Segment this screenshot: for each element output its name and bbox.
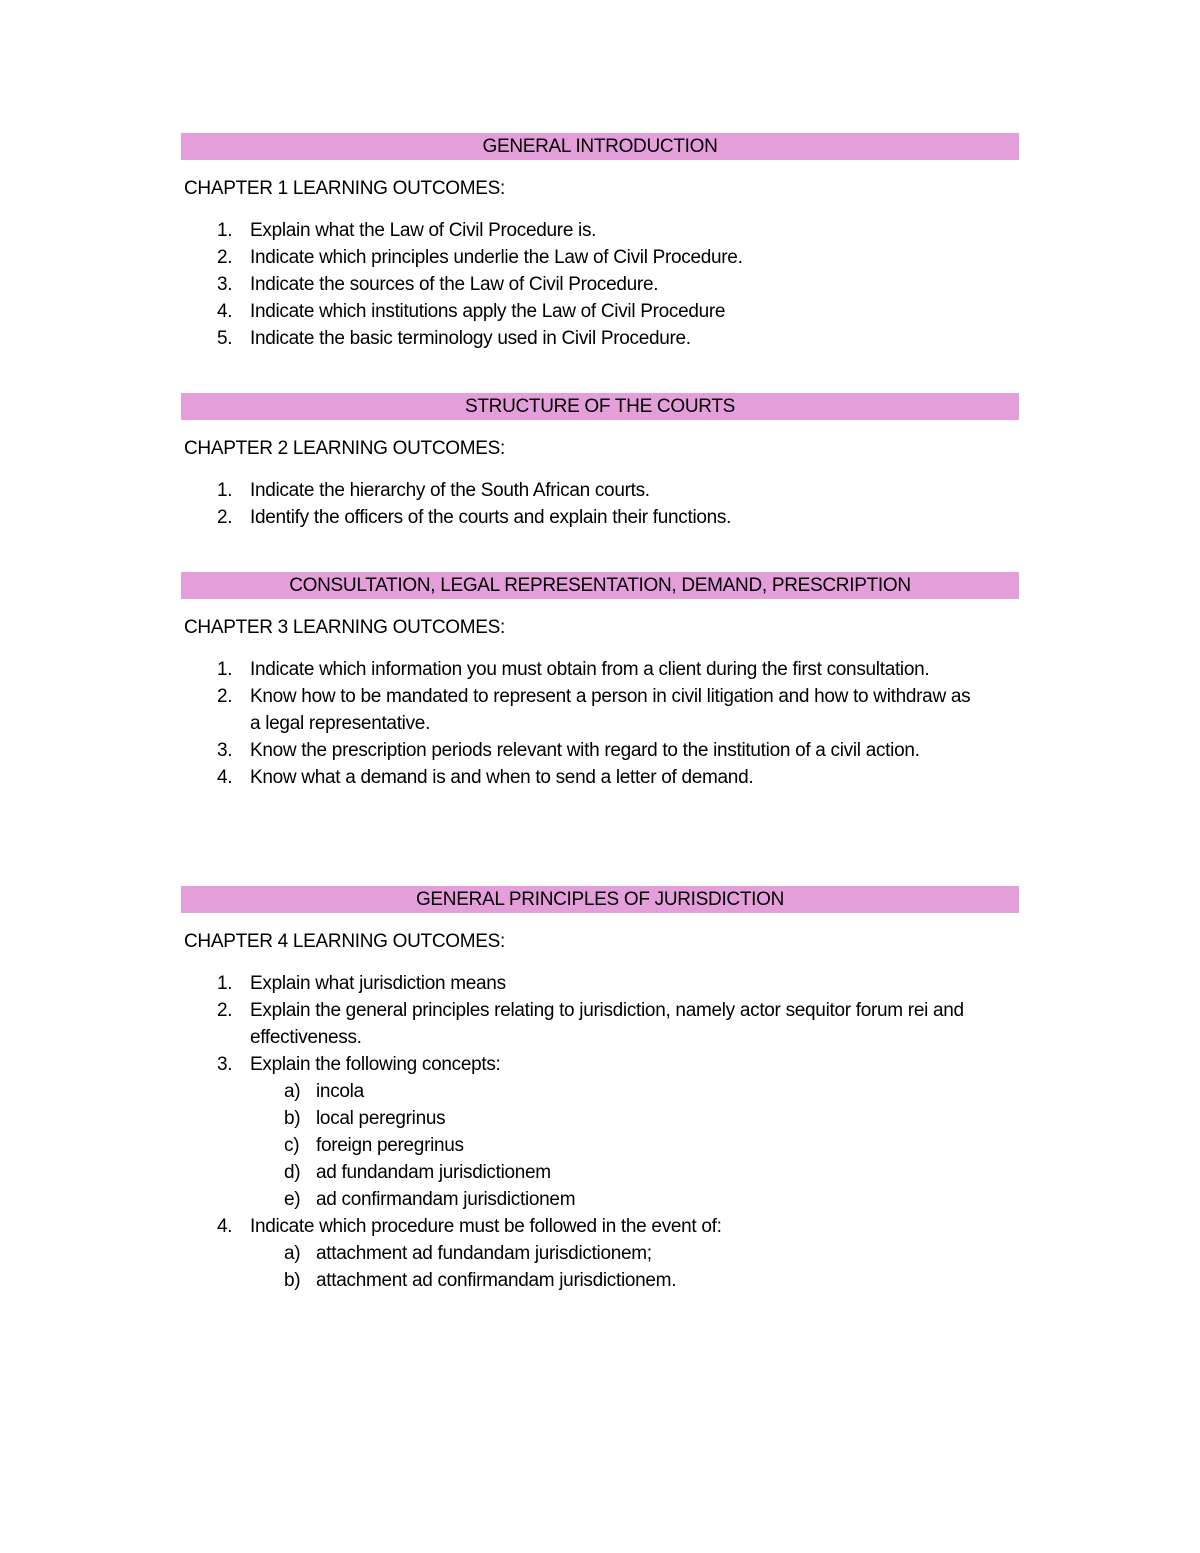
item-number: 1.	[217, 220, 233, 241]
item-number: 3.	[217, 274, 233, 295]
list-item	[0, 1051, 1200, 1213]
list-item	[0, 217, 1200, 244]
sub-list	[250, 1078, 980, 1213]
item-text: Indicate the hierarchy of the South African courts.	[250, 480, 650, 501]
item-text: Explain what jurisdiction means	[250, 973, 506, 994]
section-banner: GENERAL INTRODUCTION	[181, 133, 1019, 160]
sub-list-item	[250, 1078, 980, 1105]
item-text: Indicate the basic terminology used in Civil Procedure.	[250, 328, 691, 349]
sub-list-item	[250, 1132, 980, 1159]
item-text: Explain the following concepts:	[250, 1054, 501, 1075]
item-text: Know the prescription periods relevant with regard to the institution of a civil action.	[250, 740, 920, 761]
item-number: 1.	[217, 973, 233, 994]
item-number: 4.	[217, 767, 233, 788]
sub-item-text: foreign peregrinus	[316, 1135, 464, 1156]
item-number: 3.	[217, 740, 233, 761]
item-text: Indicate which institutions apply the Law of Civil Procedure	[250, 301, 726, 322]
item-number: 4.	[217, 301, 233, 322]
list-item	[0, 325, 1200, 352]
item-text: Explain the general principles relating to jurisdiction, namely actor sequitor forum rei and effectiveness.	[250, 1000, 964, 1048]
item-number: 2.	[217, 507, 233, 528]
sub-list-item	[250, 1186, 980, 1213]
sub-item-letter: a)	[284, 1081, 301, 1102]
list-item	[0, 764, 1200, 791]
sub-list-item	[250, 1159, 980, 1186]
sub-item-text: attachment ad fundandam jurisdictionem;	[316, 1243, 652, 1264]
chapter-heading: CHAPTER 1 LEARNING OUTCOMES:	[184, 178, 505, 199]
sub-item-letter: b)	[284, 1270, 301, 1291]
section-banner: STRUCTURE OF THE COURTS	[181, 393, 1019, 420]
list-item	[0, 970, 1200, 997]
item-text: Identify the officers of the courts and explain their functions.	[250, 507, 732, 528]
sub-list-item	[250, 1105, 980, 1132]
sub-item-text: incola	[316, 1081, 364, 1102]
outcomes-list	[0, 656, 1200, 791]
item-number: 4.	[217, 1216, 233, 1237]
list-item	[0, 298, 1200, 325]
item-number: 1.	[217, 659, 233, 680]
chapter-heading: CHAPTER 2 LEARNING OUTCOMES:	[184, 438, 505, 459]
chapter-heading: CHAPTER 4 LEARNING OUTCOMES:	[184, 931, 505, 952]
sub-list-item	[250, 1240, 980, 1267]
item-text: Indicate which procedure must be followed in the event of:	[250, 1216, 722, 1237]
sub-item-letter: d)	[284, 1162, 301, 1183]
sub-item-text: local peregrinus	[316, 1108, 446, 1129]
chapter-heading: CHAPTER 3 LEARNING OUTCOMES:	[184, 617, 505, 638]
item-number: 2.	[217, 686, 233, 707]
list-item	[0, 737, 1200, 764]
item-number: 3.	[217, 1054, 233, 1075]
item-number: 2.	[217, 1000, 233, 1021]
section-banner: CONSULTATION, LEGAL REPRESENTATION, DEMAND, PRESCRIPTION	[181, 572, 1019, 599]
outcomes-list	[0, 217, 1200, 352]
list-item	[0, 997, 1200, 1051]
list-item	[0, 683, 1200, 737]
item-text: Explain what the Law of Civil Procedure is.	[250, 220, 597, 241]
list-item	[0, 1213, 1200, 1294]
item-text: Know how to be mandated to represent a person in civil litigation and how to withdraw as a legal representative.	[250, 686, 971, 734]
item-number: 2.	[217, 247, 233, 268]
sub-item-letter: c)	[284, 1135, 300, 1156]
sub-item-letter: e)	[284, 1189, 301, 1210]
sub-list	[250, 1240, 980, 1294]
list-item	[0, 244, 1200, 271]
outcomes-list	[0, 970, 1200, 1294]
item-number: 5.	[217, 328, 233, 349]
item-number: 1.	[217, 480, 233, 501]
sub-list-item	[250, 1267, 980, 1294]
sub-item-text: ad fundandam jurisdictionem	[316, 1162, 551, 1183]
sub-item-text: attachment ad confirmandam jurisdictionem.	[316, 1270, 677, 1291]
outcomes-list	[0, 477, 1200, 531]
list-item	[0, 271, 1200, 298]
sub-item-letter: b)	[284, 1108, 301, 1129]
list-item	[0, 656, 1200, 683]
list-item	[0, 477, 1200, 504]
item-text: Know what a demand is and when to send a letter of demand.	[250, 767, 754, 788]
sub-item-text: ad confirmandam jurisdictionem	[316, 1189, 576, 1210]
item-text: Indicate which principles underlie the Law of Civil Procedure.	[250, 247, 743, 268]
item-text: Indicate the sources of the Law of Civil Procedure.	[250, 274, 659, 295]
list-item	[0, 504, 1200, 531]
section-banner: GENERAL PRINCIPLES OF JURISDICTION	[181, 886, 1019, 913]
item-text: Indicate which information you must obtain from a client during the first consultation.	[250, 659, 930, 680]
sub-item-letter: a)	[284, 1243, 301, 1264]
